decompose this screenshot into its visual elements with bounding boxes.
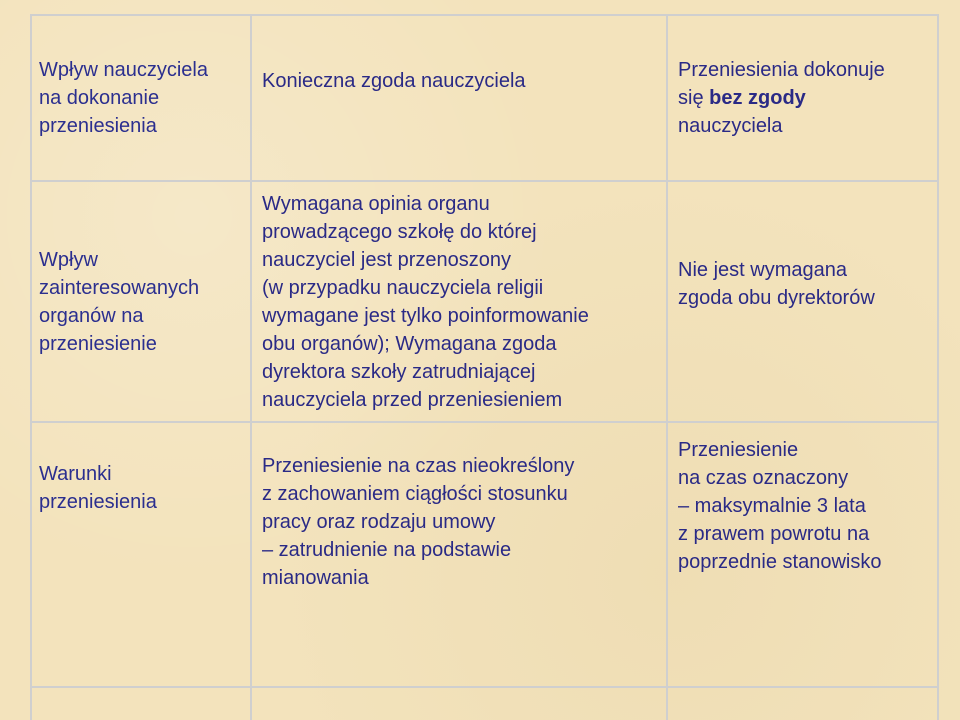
cell-text: Przeniesienie xyxy=(678,439,799,461)
cell-text: nauczyciel jest przenoszony xyxy=(262,249,512,271)
grid-line xyxy=(31,686,939,688)
cell-text: Warunki xyxy=(39,463,112,485)
cell-text: poprzednie stanowisko xyxy=(678,551,882,573)
cell-text: przeniesienia xyxy=(39,115,157,137)
cell-text: z zachowaniem ciągłości stosunku xyxy=(262,483,568,505)
cell-text: Nie jest wymagana xyxy=(678,259,847,281)
grid-line xyxy=(30,14,32,720)
cell-text: obu organów); Wymagana zgoda xyxy=(262,333,557,355)
cell-indefinite-transfer xyxy=(262,452,662,612)
cell-text: nauczyciela przed przeniesieniem xyxy=(262,389,563,411)
grid-line xyxy=(666,14,668,720)
cell-text: zgoda obu dyrektorów xyxy=(678,287,875,309)
cell-text: organów na xyxy=(39,305,144,327)
cell-text: zainteresowanych xyxy=(39,277,200,299)
cell-text: (w przypadku nauczyciela religii xyxy=(262,277,544,299)
cell-text xyxy=(678,84,885,112)
cell-text: Wymagana opinia organu xyxy=(262,193,490,215)
cell-text: Przeniesienie na czas nieokreślony xyxy=(262,455,575,477)
cell-text: wymagane jest tylko poinformowanie xyxy=(262,305,589,327)
row-label-teacher-influence xyxy=(39,16,249,180)
cell-no-directors-consent xyxy=(678,256,936,336)
cell-authority-opinion xyxy=(262,182,662,422)
cell-text: przeniesienie xyxy=(39,333,157,355)
grid-line xyxy=(937,14,939,720)
cell-text: na czas oznaczony xyxy=(678,467,849,489)
cell-text: się xyxy=(678,87,710,109)
cell-text: pracy oraz rodzaju umowy xyxy=(262,511,496,533)
cell-text: Przeniesienia dokonuje xyxy=(678,59,885,81)
emphasis-text: bez zgody xyxy=(709,87,806,109)
cell-text: – maksymalnie 3 lata xyxy=(678,495,866,517)
cell-transfer-without-consent xyxy=(678,16,936,180)
cell-text: Wpływ nauczyciela xyxy=(39,59,208,81)
cell-text: – zatrudnienie na podstawie xyxy=(262,539,512,561)
cell-text: prowadzącego szkołę do której xyxy=(262,221,537,243)
row-label-transfer-conditions xyxy=(39,423,249,553)
row-label-authorities-influence xyxy=(39,182,249,422)
grid-line xyxy=(250,14,252,720)
cell-fixed-term-transfer xyxy=(678,436,936,596)
cell-text: nauczyciela xyxy=(678,115,783,137)
cell-text: Wpływ xyxy=(39,249,98,271)
cell-text: na dokonanie xyxy=(39,87,160,109)
cell-text: Konieczna zgoda nauczyciela xyxy=(262,70,526,92)
cell-text: z prawem powrotu na xyxy=(678,523,870,545)
cell-consent-required xyxy=(262,16,662,146)
cell-text: mianowania xyxy=(262,567,369,589)
cell-text: dyrektora szkoły zatrudniającej xyxy=(262,361,536,383)
cell-text: przeniesienia xyxy=(39,491,157,513)
